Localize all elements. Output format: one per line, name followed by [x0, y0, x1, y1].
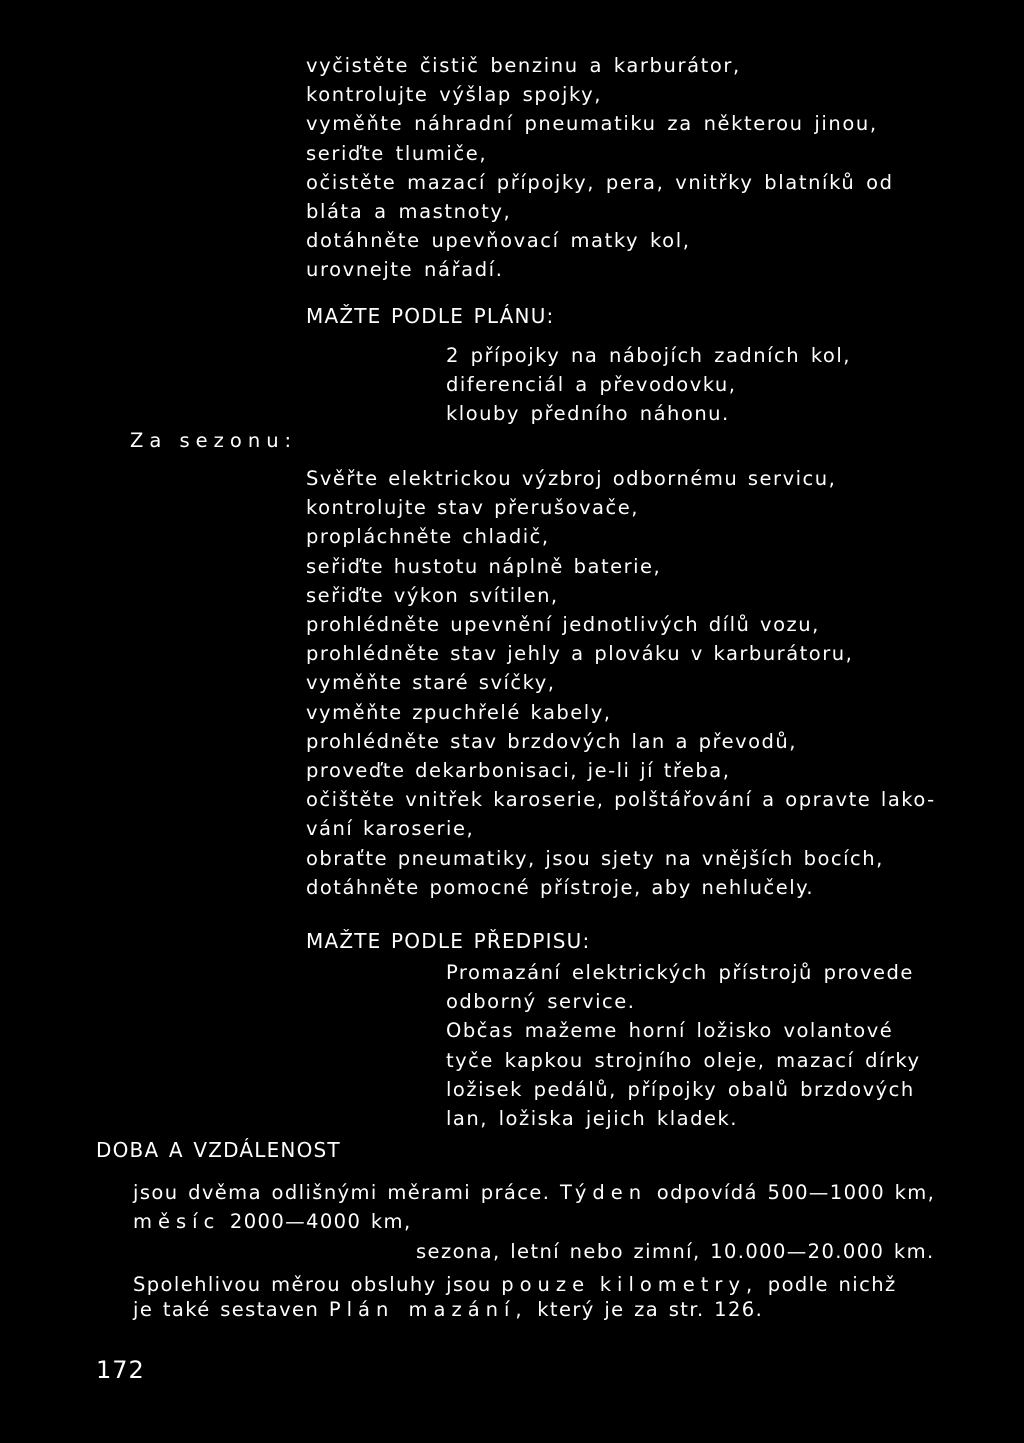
kilometers-term: kilometry, — [599, 1273, 759, 1296]
list-item: seriďte tlumiče, — [306, 141, 488, 165]
list-item: propláchněte chladič, — [306, 525, 550, 549]
season-list — [306, 464, 936, 902]
time-distance-line-3 — [416, 1237, 935, 1266]
list-item: vyměňte zpuchřelé kabely, — [306, 700, 612, 724]
list-item: bláta a mastnoty, — [306, 200, 512, 224]
list-item: tyče kapkou strojního oleje, mazací dírky — [446, 1048, 921, 1072]
list-item: 2 přípojky na nábojích zadních kol, — [446, 344, 851, 367]
time-distance-heading: DOBA A VZDÁLENOST — [96, 1138, 341, 1162]
week-term: Týden — [559, 1181, 648, 1204]
list-item: Promazání elektrických přístrojů provede — [446, 961, 914, 984]
list-item: prohlédněte stav jehly a plováku v karburátoru, — [306, 642, 854, 666]
list-item: ložisek pedálů, přípojky obalů brzdových — [446, 1077, 915, 1101]
text-run: Spolehlivou měrou obsluhy jsou — [133, 1273, 492, 1296]
list-item: Občas mažeme horní ložisko volantové — [446, 1019, 894, 1043]
list-item: diferenciál a převodovku, — [446, 373, 737, 397]
list-item: dotáhněte upevňovací matky kol, — [306, 229, 691, 253]
list-item: očištěte vnitřek karoserie, polštářování a opravte lako- — [306, 788, 936, 812]
time-distance-line-2 — [133, 1207, 412, 1236]
text-run: sezona, letní nebo zimní, 10.000—20.000 km. — [416, 1240, 935, 1263]
list-item: seřiďte hustotu náplně baterie, — [306, 554, 662, 578]
list-item: proveďte dekarbonisaci, je-li jí třeba, — [306, 759, 731, 783]
time-distance-line-1 — [133, 1178, 935, 1207]
list-item: prohlédněte upevnění jednotlivých dílů vozu, — [306, 613, 820, 637]
month-term: měsíc — [133, 1210, 221, 1233]
season-label: Za sezonu: — [130, 429, 298, 452]
list-item: prohlédněte stav brzdových lan a převodů, — [306, 729, 797, 753]
list-item: očistěte mazací přípojky, pera, vnitřky blatníků od — [306, 170, 894, 194]
page-number: 172 — [96, 1356, 145, 1384]
list-item: odborný service. — [446, 990, 636, 1014]
list-item: vyměňte staré svíčky, — [306, 671, 556, 695]
list-item: vání karoserie, — [306, 817, 475, 841]
list-item: kontrolujte výšlap spojky, — [306, 83, 603, 107]
list-item: lan, ložiska jejich kladek. — [446, 1107, 738, 1131]
plan-heading: MAŽTE PODLE PLÁNU: — [306, 304, 555, 328]
list-item: urovnejte nářadí. — [306, 258, 504, 282]
only-term: pouze — [501, 1273, 591, 1296]
list-item: vyčistěte čistič benzinu a karburátor, — [306, 54, 741, 77]
text-run: 2000—4000 km, — [229, 1210, 412, 1233]
maintenance-list — [306, 51, 894, 285]
reliable-measure-line-2 — [133, 1295, 763, 1324]
list-item: obraťte pneumatiky, jsou sjety na vnějších bocích, — [306, 846, 884, 870]
text-run: odpovídá 500—1000 km, — [656, 1181, 936, 1204]
list-item: seřiďte výkon svítilen, — [306, 583, 559, 607]
text-run: podle nichž — [767, 1273, 897, 1296]
lubrication-plan-term: Plán mazání, — [328, 1298, 528, 1321]
text-run: je také sestaven — [133, 1298, 320, 1321]
list-item: dotáhněte pomocné přístroje, aby nehlučely. — [306, 875, 815, 899]
list-item: klouby předního náhonu. — [446, 402, 730, 426]
prescription-list — [446, 958, 921, 1133]
list-item: Svěřte elektrickou výzbroj odbornému servicu, — [306, 467, 837, 490]
plan-list — [446, 341, 851, 429]
list-item: kontrolujte stav přerušovače, — [306, 496, 639, 520]
text-run: jsou dvěma odlišnými měrami práce. — [133, 1181, 551, 1204]
text-run: který je za str. 126. — [537, 1298, 764, 1321]
prescription-heading: MAŽTE PODLE PŘEDPISU: — [306, 929, 591, 953]
list-item: vyměňte náhradní pneumatiku za některou jinou, — [306, 112, 878, 136]
